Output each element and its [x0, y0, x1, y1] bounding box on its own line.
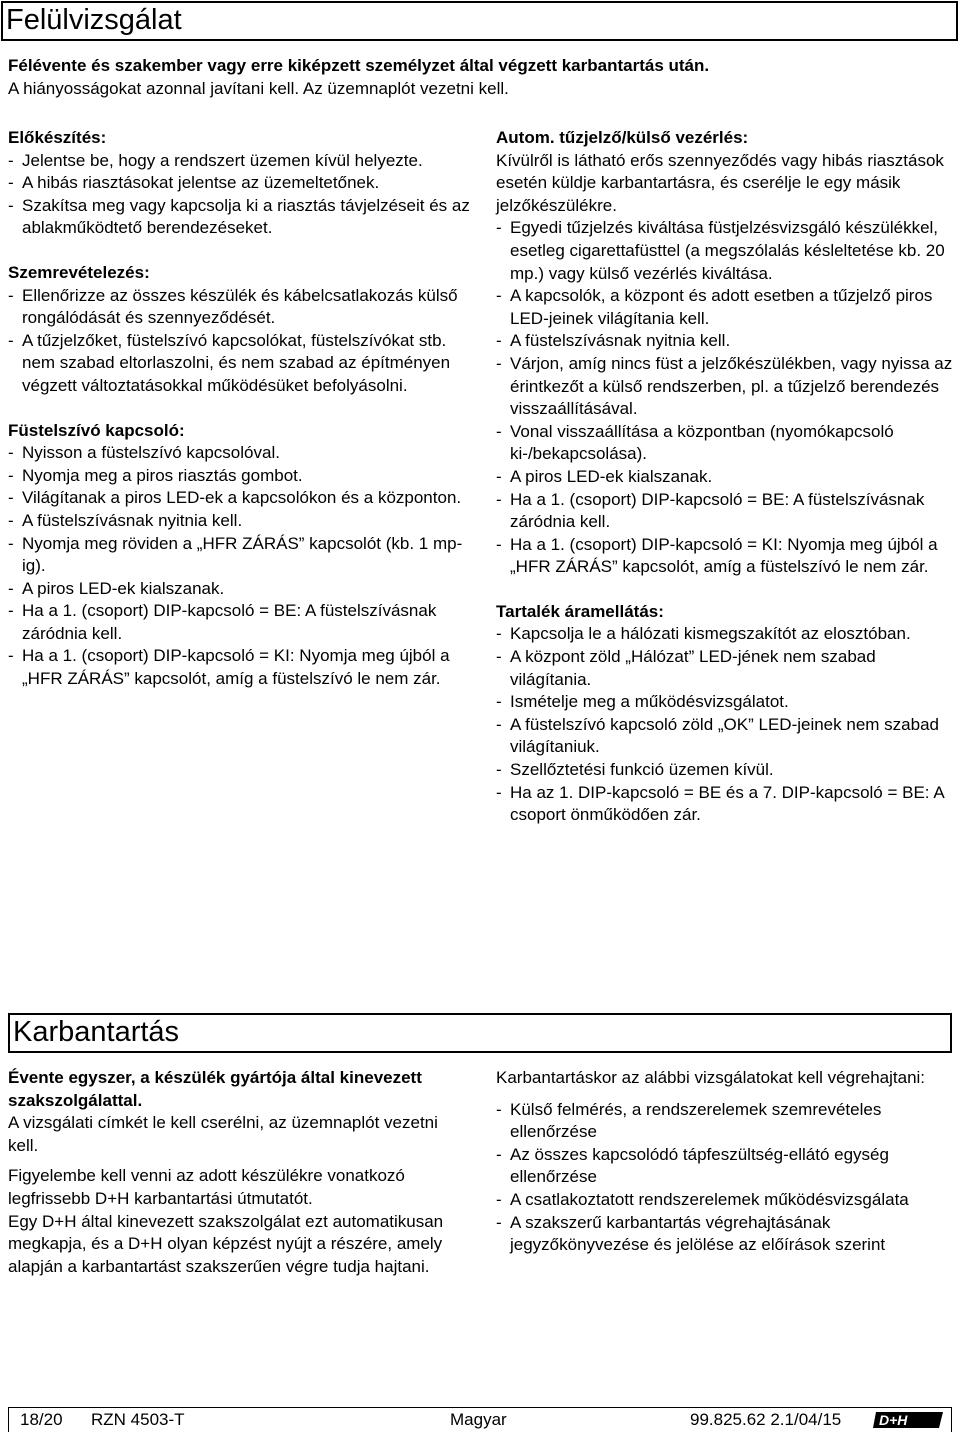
subsection-text: Kívülről is látható erős szennyeződés vagy hibás riasztások esetén küldje karbantartásra, és cserélje le egy másik jelzőkészülékre.: [496, 150, 944, 215]
list-item-text: A füstelszívásnak nyitnia kell.: [22, 510, 243, 530]
list-item: [8, 487, 470, 510]
right-column: [496, 127, 956, 849]
list-item: [496, 646, 956, 691]
list-item: [496, 534, 956, 579]
section-header-felulvizsgalat: [1, 1, 958, 41]
list-item: [496, 782, 956, 827]
subsection: [8, 420, 470, 691]
bullet-dash: -: [496, 1189, 502, 1209]
list-item-text: A füstelszívó kapcsoló zöld „OK” LED-jeinek nem szabad világítaniuk.: [510, 714, 939, 757]
list-item-text: A csatlakoztatott rendszerelemek működésvizsgálata: [510, 1189, 909, 1209]
list-item-text: Nyomja meg a piros riasztás gombot.: [22, 465, 303, 485]
list-item-text: Egyedi tűzjelzés kiváltása füstjelzésvizsgáló készülékkel, esetleg cigarettafüsttel (a megszólalás késleltetése kb. 20 mp.) vagy külső vezérlés kiváltása.: [510, 218, 945, 283]
page-number: 18/20: [20, 1410, 63, 1429]
list-item-text: Szellőztetési funkció üzemen kívül.: [510, 760, 774, 780]
list-item: [496, 691, 956, 714]
maintenance-left: [8, 1067, 470, 1278]
list-item-text: A szakszerű karbantartás végrehajtásának jegyzőkönyvezése és jelölése az előírások szerint: [510, 1212, 886, 1255]
list-item-text: Ellenőrizze az összes készülék és kábelcsatlakozás külső rongálódását és szennyeződését.: [22, 285, 458, 328]
bullet-dash: -: [496, 1099, 502, 1119]
bullet-dash: -: [8, 488, 14, 508]
bullet-dash: -: [496, 489, 502, 509]
list-item: [496, 285, 956, 330]
bullet-dash: -: [496, 760, 502, 780]
list-item: [496, 1212, 956, 1257]
list-item: [8, 645, 470, 690]
list-item: [8, 195, 470, 240]
bullet-dash: -: [496, 331, 502, 351]
left-column: [8, 127, 470, 713]
subsection-heading: Füstelszívó kapcsoló:: [8, 420, 185, 440]
list-item-text: Ha a 1. (csoport) DIP-kapcsoló = BE: A füstelszívásnak záródnia kell.: [510, 489, 925, 532]
bullet-dash: -: [8, 150, 14, 170]
bullet-dash: -: [496, 714, 502, 734]
list-item: [496, 353, 956, 421]
list-item: [496, 759, 956, 782]
bullet-dash: -: [496, 1144, 502, 1164]
bullet-dash: -: [8, 601, 14, 621]
bullet-dash: -: [496, 624, 502, 644]
list-item-text: Ismételje meg a működésvizsgálatot.: [510, 692, 789, 712]
list-item: [8, 442, 470, 465]
bullet-dash: -: [8, 578, 14, 598]
list-item: [496, 421, 956, 466]
list-item-text: Jelentse be, hogy a rendszert üzemen kívül helyezte.: [22, 150, 423, 170]
list-item-text: A füstelszívásnak nyitnia kell.: [510, 331, 731, 351]
list-item: [8, 172, 470, 195]
bullet-dash: -: [496, 534, 502, 554]
bullet-dash: -: [496, 1212, 502, 1232]
list-item-text: Ha a 1. (csoport) DIP-kapcsoló = KI: Nyomja meg újból a „HFR ZÁRÁS” kapcsolót, amíg a füstelszívó le nem zár.: [22, 646, 450, 689]
bullet-dash: -: [8, 465, 14, 485]
intro-text: A hiányosságokat azonnal javítani kell. Az üzemnaplót vezetni kell.: [8, 78, 509, 98]
list-item: [8, 510, 470, 533]
maintenance-bold: Évente egyszer, a készülék gyártója által kinevezett szakszolgálattal.: [8, 1068, 422, 1110]
subsection-heading: Előkészítés:: [8, 128, 107, 147]
list-item: [496, 714, 956, 759]
list-item: [8, 465, 470, 488]
page-footer: [8, 1407, 952, 1432]
maintenance-p1: A vizsgálati címkét le kell cserélni, az üzemnaplót vezetni kell.: [8, 1113, 438, 1155]
list-item: [496, 489, 956, 534]
subsection-heading: Autom. tűzjelző/külső vezérlés:: [496, 128, 749, 147]
list-item-text: Ha az 1. DIP-kapcsoló = BE és a 7. DIP-kapcsoló = BE: A csoport önműködően zár.: [510, 782, 944, 825]
subsection: [496, 127, 956, 579]
list-item-text: Az összes kapcsolódó tápfeszültség-ellátó egység ellenőrzése: [510, 1144, 889, 1187]
intro-block: [8, 55, 953, 100]
maintenance-intro: Karbantartáskor az alábbi vizsgálatokat kell végrehajtani:: [496, 1068, 926, 1087]
list-item: [8, 600, 470, 645]
list-item: [496, 1189, 956, 1212]
list-item: [496, 623, 956, 646]
list-item: [496, 466, 956, 489]
list-item-text: A kapcsolók, a központ és adott esetben a tűzjelző piros LED-jeinek világítania kell.: [510, 286, 933, 328]
section-title: Karbantartás: [13, 1016, 180, 1048]
subsection: [496, 601, 956, 827]
bullet-dash: -: [496, 218, 502, 238]
list-item-text: Világítanak a piros LED-ek a kapcsolókon és a központon.: [22, 488, 462, 508]
list-item: [8, 330, 470, 398]
list-item-text: Ha a 1. (csoport) DIP-kapcsoló = KI: Nyomja meg újból a „HFR ZÁRÁS” kapcsolót, amíg a füstelszívó le nem zár.: [510, 534, 938, 577]
bullet-dash: -: [8, 285, 14, 305]
list-item-text: Külső felmérés, a rendszerelemek szemrevételes ellenőrzése: [510, 1099, 882, 1142]
list-item-text: A piros LED-ek kialszanak.: [22, 578, 225, 598]
dh-logo-icon: [873, 1411, 945, 1429]
list-item: [496, 217, 956, 285]
list-item-text: A hibás riasztásokat jelentse az üzemeltetőnek.: [22, 173, 380, 193]
list-item: [496, 1144, 956, 1189]
maintenance-right: [496, 1067, 956, 1257]
list-item-text: A tűzjelzőket, füstelszívó kapcsolókat, füstelszívókat stb. nem szabad eltorlaszolni, és nem szabad az építményen végzett változtatásokkal működésüket befolyásolni.: [22, 330, 451, 395]
maintenance-p2: Figyelembe kell venni az adott készülékre vonatkozó legfrissebb D+H karbantartási útmutatót.: [8, 1166, 405, 1208]
subsection: [8, 262, 470, 398]
bullet-dash: -: [496, 782, 502, 802]
bullet-dash: -: [8, 533, 14, 553]
list-item-text: Nyisson a füstelszívó kapcsolóval.: [22, 443, 280, 463]
bullet-dash: -: [496, 466, 502, 486]
list-item: [8, 150, 470, 173]
logo-text: D+H: [879, 1412, 908, 1428]
bullet-dash: -: [8, 330, 14, 350]
list-item: [8, 533, 470, 578]
bullet-dash: -: [8, 195, 14, 215]
bullet-dash: -: [496, 647, 502, 667]
list-item: [8, 578, 470, 601]
list-item: [496, 1099, 956, 1144]
section-header-karbantartas: [8, 1013, 952, 1053]
bullet-dash: -: [496, 692, 502, 712]
list-item-text: A piros LED-ek kialszanak.: [510, 466, 713, 486]
intro-bold: Félévente és szakember vagy erre kiképzett személyzet által végzett karbantartás után.: [8, 56, 710, 75]
bullet-dash: -: [8, 510, 14, 530]
list-item: [496, 330, 956, 353]
subsection-heading: Szemrevételezés:: [8, 262, 150, 282]
bullet-dash: -: [8, 173, 14, 193]
list-item-text: Szakítsa meg vagy kapcsolja ki a riasztás távjelzéseit és az ablakműködtető berendezéseket.: [22, 195, 470, 238]
list-item-text: Várjon, amíg nincs füst a jelzőkészülékben, vagy nyissa az érintkezőt a külső rendszerben, pl. a tűzjelző berendezés visszaállításával.: [510, 353, 953, 419]
bullet-dash: -: [8, 443, 14, 463]
list-item-text: Kapcsolja le a hálózati kismegszakítót az elosztóban.: [510, 624, 911, 644]
bullet-dash: -: [496, 353, 502, 373]
doc-id: RZN 4503-T: [91, 1410, 185, 1429]
list-item-text: Vonal visszaállítása a központban (nyomókapcsoló ki-/bekapcsolása).: [510, 421, 894, 464]
doc-code: 99.825.62 2.1/04/15: [690, 1410, 842, 1429]
bullet-dash: -: [496, 286, 502, 306]
section-title: Felülvizsgálat: [6, 4, 182, 36]
list-item-text: A központ zöld „Hálózat” LED-jének nem szabad világítania.: [510, 647, 876, 689]
subsection: [8, 127, 470, 240]
language: Magyar: [450, 1410, 507, 1429]
list-item: [8, 285, 470, 330]
subsection-heading: Tartalék áramellátás:: [496, 601, 664, 621]
bullet-dash: -: [8, 646, 14, 666]
maintenance-p3: Egy D+H által kinevezett szakszolgálat ezt automatikusan megkapja, és a D+H olyan képzést nyújt a részére, amely alapján a karbantartást szakszerűen végre tudja hajtani.: [8, 1211, 444, 1276]
list-item-text: Ha a 1. (csoport) DIP-kapcsoló = BE: A füstelszívásnak záródnia kell.: [22, 601, 437, 643]
list-item-text: Nyomja meg röviden a „HFR ZÁRÁS” kapcsolót (kb. 1 mp-ig).: [22, 533, 463, 576]
bullet-dash: -: [496, 421, 502, 441]
